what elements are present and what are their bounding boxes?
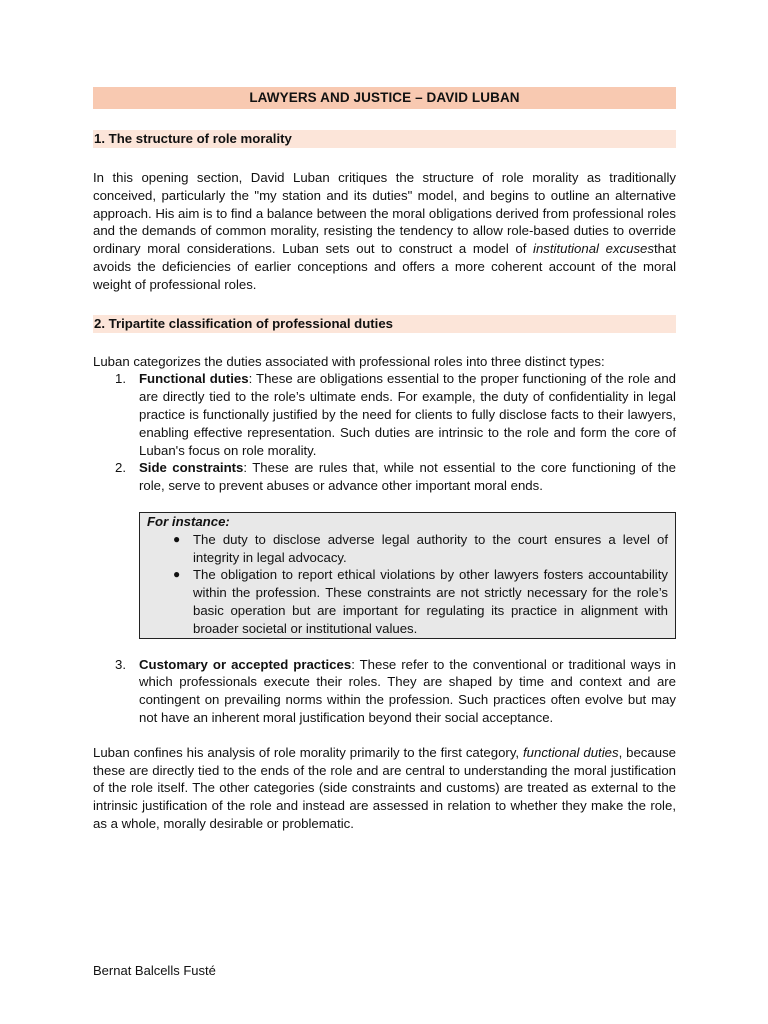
duties-list bbox=[93, 370, 676, 495]
list-item-text: : These refer to the conventional or traditional ways in which professionals execute their roles. They are shaped by time and context and are contingent on prevailing norms within the profession. Such practices often evolve but may not have an inherent moral justification beyond their social acceptance. bbox=[139, 656, 677, 725]
document-title: LAWYERS AND JUSTICE – DAVID LUBAN bbox=[93, 87, 676, 109]
list-item bbox=[93, 656, 676, 727]
list-item bbox=[93, 370, 676, 459]
bullet-icon: ● bbox=[173, 531, 181, 546]
list-item-term: Side constraints bbox=[139, 460, 244, 476]
list-item-text: : These are obligations essential to the proper functioning of the role and are directly tied to the role’s ultimate ends. For example, the duty of confidentiality in legal practice is functionally justified by the need for clients to fully disclose facts to their lawyers, enabling effective representation. Such duties are intrinsic to the role and form the core of Luban's focus on role morality. bbox=[139, 371, 676, 458]
footer-author: Bernat Balcells Fusté bbox=[93, 963, 216, 978]
list-item-term: Customary or accepted practices bbox=[139, 656, 352, 672]
closing-text-end: , because these are directly tied to the ends of the role and are central to understanding the moral justification of the role itself. The other categories (side constraints and customs) are treated as external to the intrinsic justification of the role and instead are assessed in relation to whether they make the role, as a whole, morally desirable or problematic. bbox=[93, 744, 676, 831]
callout-bullet-text: The obligation to report ethical violations by other lawyers fosters accountability within the profession. These constraints are not strictly necessary for the role’s basic operation but are important for regulating its practice in alignment with broader societal or institutional values. bbox=[193, 567, 668, 636]
closing-paragraph bbox=[93, 744, 676, 833]
list-item bbox=[93, 459, 676, 495]
callout-bullet-list bbox=[147, 531, 668, 638]
closing-italic-term: functional duties bbox=[523, 744, 619, 760]
section-1-heading: 1. The structure of role morality bbox=[93, 130, 676, 148]
callout-bullet-item bbox=[147, 566, 668, 637]
callout-heading: For instance: bbox=[147, 513, 230, 529]
section-1-text-end: that avoids the deficiencies of earlier conceptions and offers a more coherent account of the moral weight of professional roles. bbox=[93, 241, 676, 292]
list-item-text: : These are rules that, while not essential to the core functioning of the role, serve to prevent abuses or advance other important moral ends. bbox=[139, 460, 676, 494]
section-1-italic-term: institutional excuses bbox=[533, 241, 654, 257]
bullet-icon: ● bbox=[173, 567, 181, 582]
callout-bullet-item bbox=[147, 531, 668, 567]
section-2-intro: Luban categorizes the duties associated with professional roles into three distinct types: bbox=[93, 353, 605, 369]
list-item-number: 3. bbox=[115, 656, 126, 672]
callout-bullet-text: The duty to disclose adverse legal authority to the court ensures a level of integrity in legal advocacy. bbox=[193, 531, 668, 565]
closing-text-start: Luban confines his analysis of role morality primarily to the first category, bbox=[93, 744, 523, 760]
list-item-term: Functional duties bbox=[139, 371, 249, 387]
list-item-number: 2. bbox=[115, 460, 126, 476]
section-2-heading: 2. Tripartite classification of professional duties bbox=[93, 315, 676, 333]
section-1-text-start: In this opening section, David Luban critiques the structure of role morality as traditionally conceived, particularly the "my station and its duties" model, and begins to outline an alternative approach. His aim is to find a balance between the moral obligations derived from professional roles and the demands of common morality, resisting the tendency to allow role-based duties to override ordinary moral considerations. Luban sets out to construct a model of bbox=[93, 170, 676, 257]
list-item-number: 1. bbox=[115, 371, 126, 387]
document-page bbox=[93, 87, 676, 833]
section-1-paragraph bbox=[93, 169, 676, 294]
example-callout-box bbox=[139, 512, 676, 639]
duties-list-continued bbox=[93, 656, 676, 727]
